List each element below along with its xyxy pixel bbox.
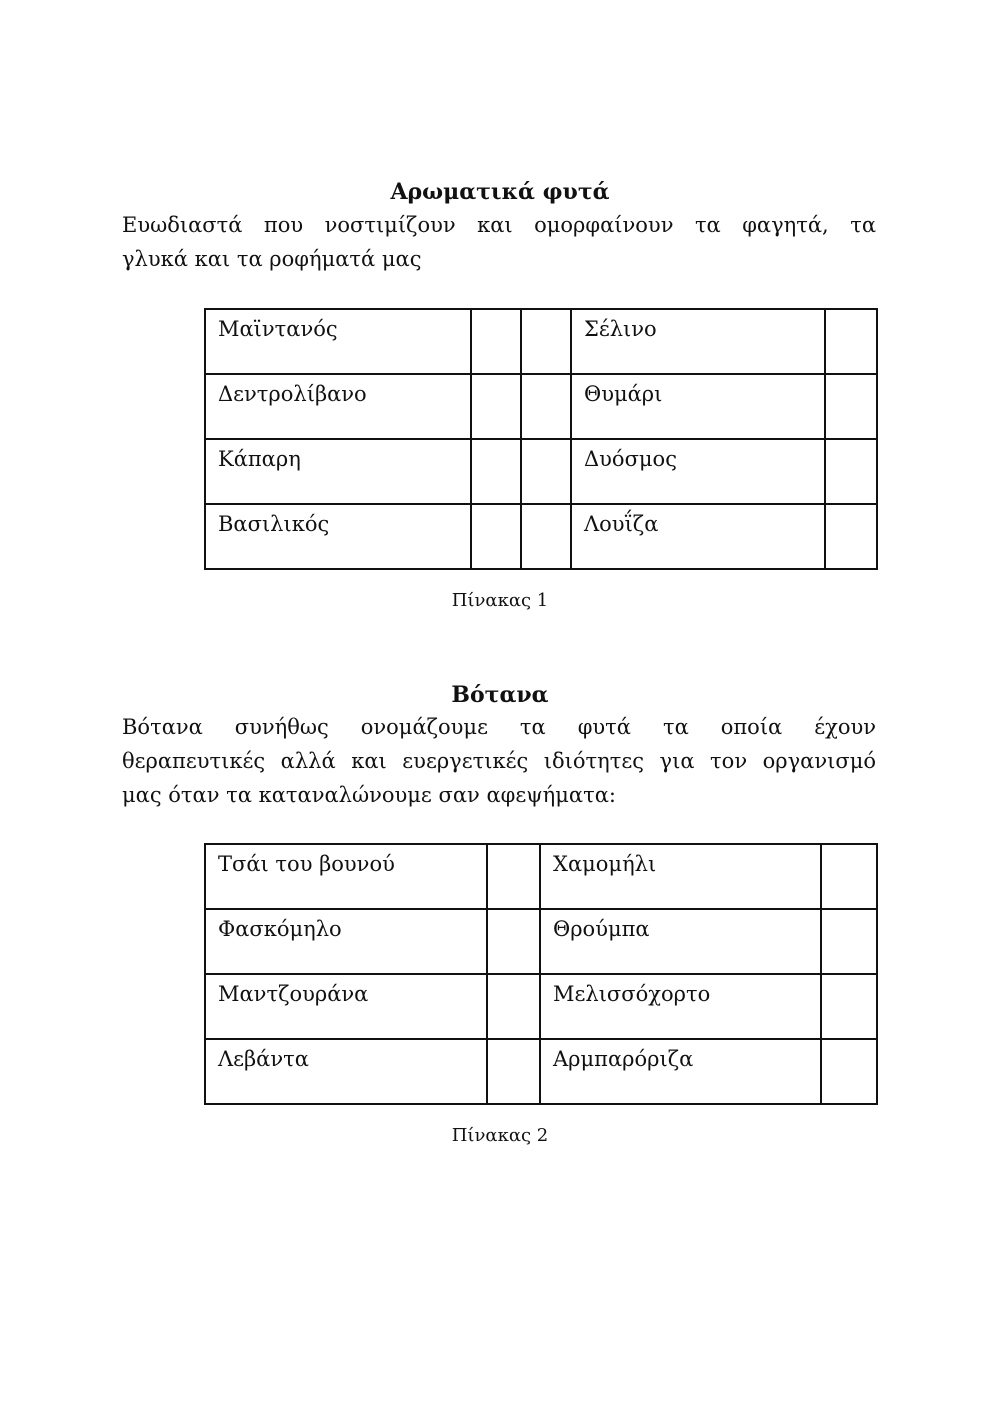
table2-blank-cell[interactable] [821, 844, 877, 909]
table1-blank-cell[interactable] [825, 504, 877, 569]
table1-blank-cell[interactable] [825, 309, 877, 374]
table1-cell-left: Κάπαρη [205, 439, 471, 504]
table2-cell-right: Χαμομήλι [540, 844, 821, 909]
section2-description [122, 710, 876, 812]
table-row [205, 974, 877, 1039]
table2-blank-cell[interactable] [487, 1039, 540, 1104]
table1-cell-right: Σέλινο [571, 309, 825, 374]
table2-blank-cell[interactable] [821, 1039, 877, 1104]
section2-description-line-2: θεραπευτικές αλλά και ευεργετικές ιδιότητες για τον οργανισμό [122, 749, 876, 773]
table2-cell-left: Φασκόμηλο [205, 909, 487, 974]
table-row [205, 504, 877, 569]
table1-cell-right: Λουΐζα [571, 504, 825, 569]
table-row [205, 1039, 877, 1104]
table2-blank-cell[interactable] [487, 974, 540, 1039]
table1-cell-right: Δυόσμος [571, 439, 825, 504]
table1-cell-right: Θυμάρι [571, 374, 825, 439]
table1-blank-cell[interactable] [521, 504, 571, 569]
table2-cell-right: Αρμπαρόριζα [540, 1039, 821, 1104]
table1-blank-cell[interactable] [521, 374, 571, 439]
table2-cell-right: Θρούμπα [540, 909, 821, 974]
table1-blank-cell[interactable] [471, 504, 521, 569]
table1-cell-left: Βασιλικός [205, 504, 471, 569]
table1-cell-left: Δεντρολίβανο [205, 374, 471, 439]
table1-caption: Πίνακας 1 [451, 590, 549, 611]
section1-title: Αρωματικά φυτά [390, 179, 610, 205]
section1-description-line-1: Ευωδιαστά που νοστιμίζουν και ομορφαίνουν τα φαγητά, τα [122, 213, 876, 237]
table2-cell-right: Μελισσόχορτο [540, 974, 821, 1039]
table2-blank-cell[interactable] [821, 909, 877, 974]
table2-caption: Πίνακας 2 [451, 1125, 549, 1146]
table1-blank-cell[interactable] [471, 439, 521, 504]
table1-blank-cell[interactable] [521, 439, 571, 504]
table-row [205, 909, 877, 974]
table2-cell-left: Τσάι του βουνού [205, 844, 487, 909]
table1-blank-cell[interactable] [825, 374, 877, 439]
table1-blank-cell[interactable] [471, 374, 521, 439]
table2-cell-left: Λεβάντα [205, 1039, 487, 1104]
table2-blank-cell[interactable] [487, 909, 540, 974]
table-row [205, 309, 877, 374]
table2-cell-left: Μαντζουράνα [205, 974, 487, 1039]
table-row [205, 374, 877, 439]
table1-cell-left: Μαϊντανός [205, 309, 471, 374]
section2-description-line-3: μας όταν τα καταναλώνουμε σαν αφεψήματα: [122, 783, 616, 807]
section1-description [122, 208, 876, 276]
table-row [205, 844, 877, 909]
section2-title: Βότανα [451, 682, 549, 708]
table2-blank-cell[interactable] [487, 844, 540, 909]
table2-blank-cell[interactable] [821, 974, 877, 1039]
table1-blank-cell[interactable] [521, 309, 571, 374]
table-2 [204, 843, 878, 1105]
section1-description-line-2: γλυκά και τα ροφήματά μας [122, 247, 422, 271]
section2-description-line-1: Βότανα συνήθως ονομάζουμε τα φυτά τα οποία έχουν [122, 715, 876, 739]
table-1 [204, 308, 878, 570]
table1-blank-cell[interactable] [471, 309, 521, 374]
table1-blank-cell[interactable] [825, 439, 877, 504]
table-row [205, 439, 877, 504]
